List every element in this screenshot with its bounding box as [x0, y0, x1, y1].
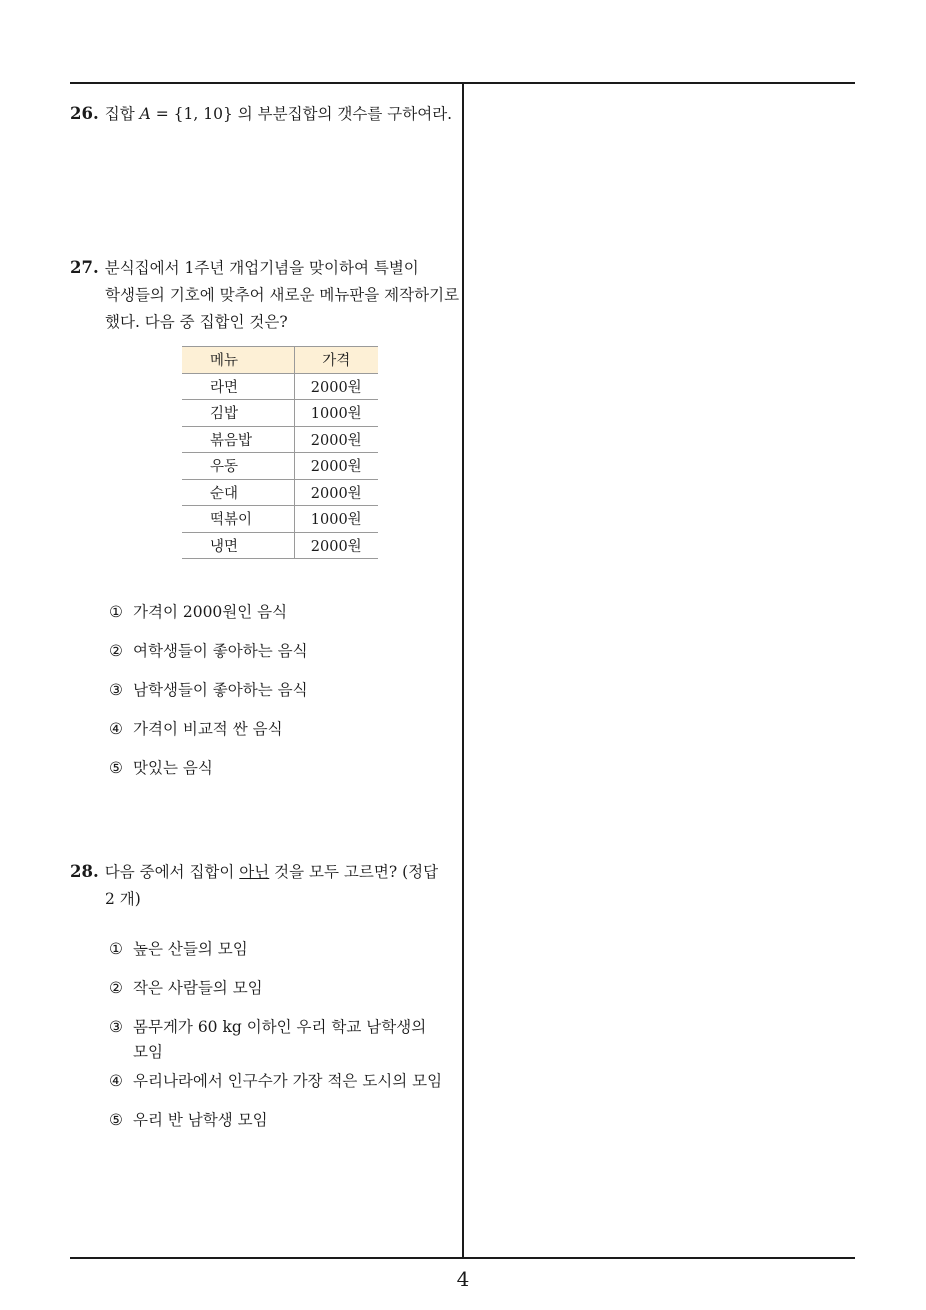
q27-option-4[interactable]: [109, 718, 283, 740]
question-line-1: 분식집에서 1주년 개업기념을 맞이하여 특별이: [104, 259, 419, 277]
price-cell: 1000원: [294, 506, 378, 533]
question-number: 27.: [70, 258, 99, 277]
question-line-2: 학생들의 기호에 맞추어 새로운 메뉴판을 제작하기로: [105, 286, 460, 304]
q28-option-2[interactable]: [109, 977, 263, 999]
header-menu: 메뉴: [182, 347, 294, 374]
q28-option-3[interactable]: [109, 1016, 426, 1038]
option-mark: ②: [109, 642, 123, 660]
question-line-3: 했다. 다음 중 집합인 것은?: [105, 313, 288, 331]
option-text: 몸무게가 60 kg 이하인 우리 학교 남학생의: [133, 1018, 427, 1036]
table-row: [182, 373, 378, 400]
question-27: [70, 257, 419, 279]
menu-cell: 라면: [182, 373, 294, 400]
q27-option-5[interactable]: [109, 757, 213, 779]
page-number: 4: [456, 1267, 470, 1291]
emphasis-not: 아닌: [239, 863, 270, 881]
table-row: [182, 506, 378, 533]
option-text: 여학생들이 좋아하는 음식: [133, 642, 308, 660]
option-mark: ④: [109, 720, 123, 738]
menu-cell: 김밥: [182, 400, 294, 427]
menu-cell: 순대: [182, 479, 294, 506]
menu-cell: 볶음밥: [182, 426, 294, 453]
column-divider: [462, 82, 464, 1258]
option-text: 맛있는 음식: [133, 759, 213, 777]
price-cell: 2000원: [294, 453, 378, 480]
option-mark: ④: [109, 1072, 123, 1090]
question-text-end: 의 부분집합의 갯수를 구하여라.: [232, 105, 453, 123]
table-row: [182, 532, 378, 559]
table-header-row: [182, 347, 378, 374]
q28-option-3-continuation: 모임: [133, 1043, 163, 1061]
bottom-rule: [70, 1257, 855, 1259]
option-text: 가격이 비교적 싼 음식: [133, 720, 283, 738]
menu-table: [182, 346, 378, 559]
price-cell: 1000원: [294, 400, 378, 427]
option-text: 높은 산들의 모임: [133, 940, 248, 958]
option-text: 남학생들이 좋아하는 음식: [133, 681, 308, 699]
option-text: 우리 반 남학생 모임: [133, 1111, 268, 1129]
q28-option-4[interactable]: [109, 1070, 442, 1092]
option-mark: ⑤: [109, 759, 123, 777]
table-row: [182, 453, 378, 480]
option-mark: ②: [109, 979, 123, 997]
question-text: 집합: [104, 105, 140, 123]
table-row: [182, 400, 378, 427]
option-mark: ③: [109, 1018, 123, 1036]
question-26: [70, 103, 452, 125]
q27-option-2[interactable]: [109, 640, 308, 662]
price-cell: 2000원: [294, 532, 378, 559]
question-line-2: 2 개): [105, 890, 141, 908]
set-expression: = {1, 10}: [150, 105, 233, 123]
menu-cell: 떡볶이: [182, 506, 294, 533]
option-mark: ①: [109, 940, 123, 958]
question-number: 26.: [70, 104, 99, 123]
q27-option-3[interactable]: [109, 679, 308, 701]
set-name: A: [139, 105, 151, 123]
question-text-end: 것을 모두 고르면? (정답: [269, 863, 439, 881]
menu-cell: 우동: [182, 453, 294, 480]
option-text: 가격이 2000원인 음식: [133, 603, 288, 621]
question-number: 28.: [70, 862, 99, 881]
question-text: 다음 중에서 집합이: [104, 863, 240, 881]
price-cell: 2000원: [294, 426, 378, 453]
option-mark: ③: [109, 681, 123, 699]
table-row: [182, 479, 378, 506]
q27-option-1[interactable]: [109, 601, 287, 623]
menu-cell: 냉면: [182, 532, 294, 559]
option-mark: ⑤: [109, 1111, 123, 1129]
option-text: 작은 사람들의 모임: [133, 979, 263, 997]
price-cell: 2000원: [294, 479, 378, 506]
header-price: 가격: [294, 347, 378, 374]
price-cell: 2000원: [294, 373, 378, 400]
question-28: [70, 861, 438, 883]
q28-option-1[interactable]: [109, 938, 248, 960]
q28-option-5[interactable]: [109, 1109, 268, 1131]
option-text: 우리나라에서 인구수가 가장 적은 도시의 모임: [133, 1072, 443, 1090]
option-mark: ①: [109, 603, 123, 621]
table-row: [182, 426, 378, 453]
